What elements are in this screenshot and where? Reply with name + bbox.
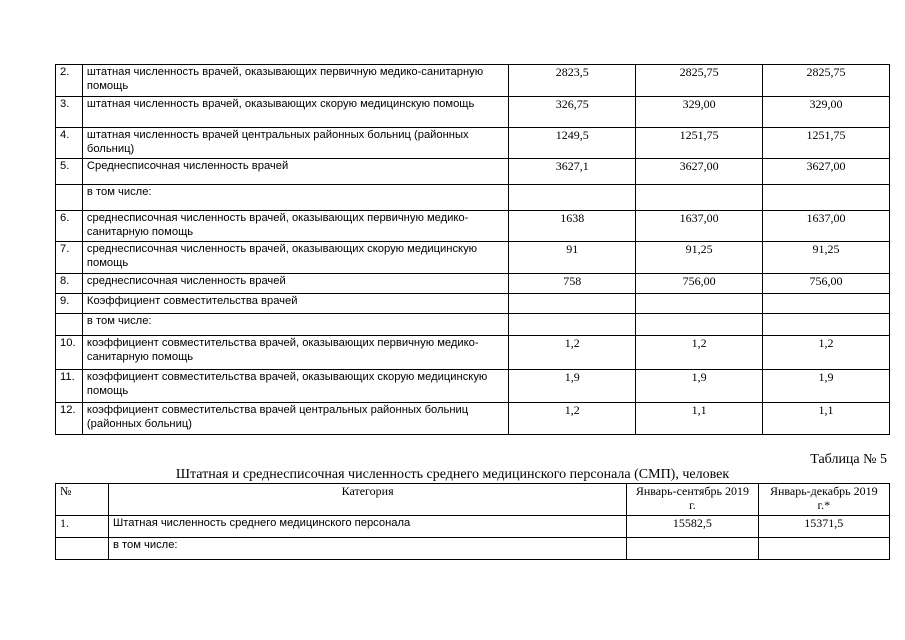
table-row [56, 185, 890, 211]
table-row [56, 538, 890, 560]
cell-value: 2823,5 [509, 65, 636, 97]
cell-value: 756,00 [636, 274, 763, 294]
cell-value [763, 294, 890, 314]
row-label: штатная численность врачей, оказывающих первичную медико-санитарную помощь [82, 65, 508, 97]
row-number [56, 314, 83, 336]
row-number: 10. [56, 336, 83, 370]
cell-value: 91 [509, 242, 636, 274]
staff-table-4 [55, 64, 890, 435]
row-number: 8. [56, 274, 83, 294]
cell-value [758, 538, 889, 560]
cell-value: 1,9 [509, 370, 636, 403]
table-row [56, 159, 890, 185]
cell-value: 1638 [509, 211, 636, 242]
row-number: 3. [56, 97, 83, 128]
table-row [56, 403, 890, 435]
table-row [56, 65, 890, 97]
cell-value: 3627,1 [509, 159, 636, 185]
row-number: 6. [56, 211, 83, 242]
cell-value: 1,2 [509, 403, 636, 435]
cell-value: 91,25 [763, 242, 890, 274]
cell-value [763, 185, 890, 211]
table-row [56, 274, 890, 294]
cell-value: 756,00 [763, 274, 890, 294]
row-label: Среднесписочная численность врачей [82, 159, 508, 185]
row-number [56, 538, 109, 560]
cell-value: 1,9 [763, 370, 890, 403]
row-label: штатная численность врачей, оказывающих скорую медицинскую помощь [82, 97, 508, 128]
row-number: 9. [56, 294, 83, 314]
table-row [56, 97, 890, 128]
cell-value [763, 314, 890, 336]
cell-value: 758 [509, 274, 636, 294]
row-label: штатная численность врачей центральных районных больниц (районных больниц) [82, 128, 508, 159]
cell-value: 1,2 [636, 336, 763, 370]
cell-value [636, 185, 763, 211]
row-label: в том числе: [82, 314, 508, 336]
cell-value: 2825,75 [763, 65, 890, 97]
table-row [56, 294, 890, 314]
row-label: коэффициент совместительства врачей, оказывающих скорую медицинскую помощь [82, 370, 508, 403]
staff-table-5 [55, 483, 890, 560]
cell-value: 3627,00 [763, 159, 890, 185]
row-label: коэффициент совместительства врачей центральных районных больниц (районных больниц) [82, 403, 508, 435]
row-number: 11. [56, 370, 83, 403]
cell-value [636, 314, 763, 336]
table-header-row [56, 484, 890, 516]
header-number: № [56, 484, 109, 516]
header-category: Категория [108, 484, 626, 516]
cell-value: 326,75 [509, 97, 636, 128]
cell-value: 1637,00 [763, 211, 890, 242]
row-label: в том числе: [108, 538, 626, 560]
row-label: среднесписочная численность врачей, оказывающих скорую медицинскую помощь [82, 242, 508, 274]
cell-value: 1,2 [509, 336, 636, 370]
cell-value: 329,00 [763, 97, 890, 128]
header-jan-dec: Январь-декабрь 2019 г.* [758, 484, 889, 516]
cell-value: 15371,5 [758, 516, 889, 538]
cell-value: 1251,75 [636, 128, 763, 159]
row-number: 5. [56, 159, 83, 185]
table-row [56, 516, 890, 538]
table-row [56, 128, 890, 159]
row-number [56, 185, 83, 211]
cell-value: 1251,75 [763, 128, 890, 159]
row-label: в том числе: [82, 185, 508, 211]
row-label: среднесписочная численность врачей [82, 274, 508, 294]
row-number: 4. [56, 128, 83, 159]
table-row [56, 370, 890, 403]
table-title: Штатная и среднесписочная численность среднего медицинского персонала (СМП), человек [175, 467, 730, 482]
table-row [56, 336, 890, 370]
cell-value: 329,00 [636, 97, 763, 128]
cell-value: 1,9 [636, 370, 763, 403]
cell-value: 1,1 [763, 403, 890, 435]
cell-value: 1,2 [763, 336, 890, 370]
cell-value [636, 294, 763, 314]
cell-value [509, 314, 636, 336]
cell-value [509, 294, 636, 314]
cell-value: 3627,00 [636, 159, 763, 185]
table-row [56, 314, 890, 336]
row-label: Штатная численность среднего медицинского персонала [108, 516, 626, 538]
header-jan-sep: Январь-сентябрь 2019 г. [627, 484, 758, 516]
row-number: 12. [56, 403, 83, 435]
row-label: среднесписочная численность врачей, оказывающих первичную медико-санитарную помощь [82, 211, 508, 242]
cell-value: 1249,5 [509, 128, 636, 159]
cell-value [627, 538, 758, 560]
row-number: 7. [56, 242, 83, 274]
cell-value [509, 185, 636, 211]
row-label: Коэффициент совместительства врачей [82, 294, 508, 314]
table-number-label: Таблица № 5 [810, 452, 887, 467]
cell-value: 91,25 [636, 242, 763, 274]
table-row [56, 242, 890, 274]
row-number: 1. [56, 516, 109, 538]
cell-value: 15582,5 [627, 516, 758, 538]
cell-value: 1,1 [636, 403, 763, 435]
row-number: 2. [56, 65, 83, 97]
row-label: коэффициент совместительства врачей, оказывающих первичную медико-санитарную помощь [82, 336, 508, 370]
cell-value: 1637,00 [636, 211, 763, 242]
table-row [56, 211, 890, 242]
cell-value: 2825,75 [636, 65, 763, 97]
